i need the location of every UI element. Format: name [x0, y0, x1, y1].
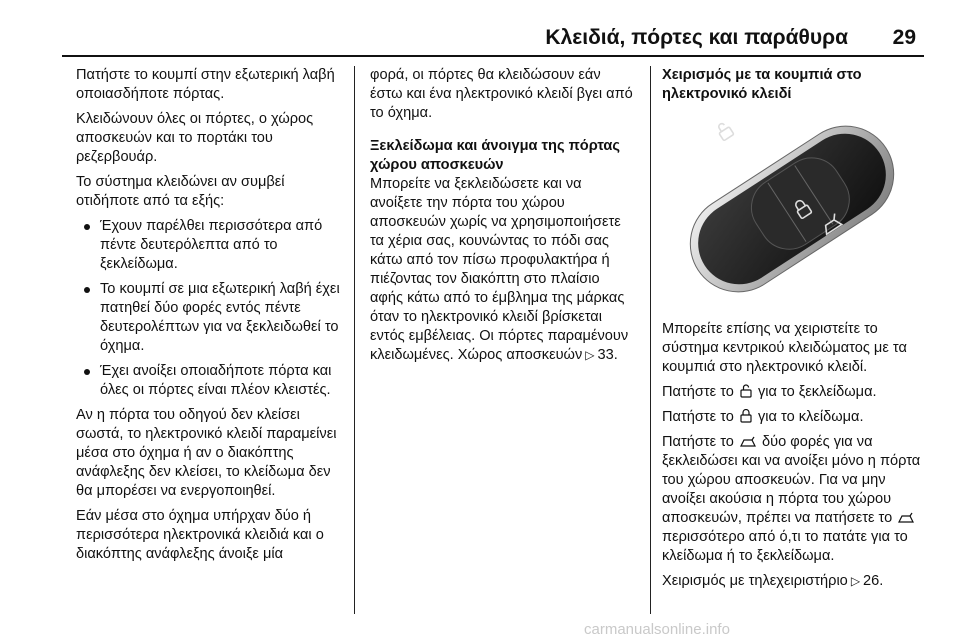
page-number: 29: [892, 26, 916, 49]
lock-icon: [740, 409, 752, 423]
paragraph: Μπορείτε να ξεκλειδώσετε και να ανοίξετε την πόρτα του χώρου αποσκευών χωρίς να χρησιμοποιήσετε τα χέρια σας, κουνώντας το πόδι σας κάτω από τον πίσω προφυλακτήρα ή πιέζοντας τον διακόπτη στο πλαίσιο αφής κάτω από το έμβλημα της μάρκας όταν το ηλεκτρονικό κλειδί βρίσκεται εντός εμβέλειας. Οι πόρτες παραμένουν κλειδωμένες. Χώρος αποσκευών ▷ 33.: [370, 176, 629, 363]
paragraph: Πατήστε το για το ξεκλείδωμα.: [662, 384, 877, 400]
electronic-key-image: [662, 106, 922, 312]
paragraph: Πατήστε το κουμπί στην εξωτερική λαβή οποιασδήποτε πόρτας.: [76, 67, 335, 102]
paragraph: Εάν μέσα στο όχημα υπήρχαν δύο ή περισσότερα ηλεκτρονικά κλειδιά και ο διακόπτης ανάφλεξης άνοιξε μία: [76, 508, 324, 562]
trunk-icon: [740, 436, 756, 448]
page-header: [0, 0, 960, 55]
paragraph: φορά, οι πόρτες θα κλειδώσουν εάν έστω και ένα ηλεκτρονικό κλειδί βγει από το όχημα.: [370, 67, 633, 121]
unlock-icon: [740, 384, 752, 398]
section-heading: Ξεκλείδωμα και άνοιγμα της πόρτας χώρου αποσκευών: [370, 138, 620, 173]
page-title: Κλειδιά, πόρτες και παράθυρα: [545, 26, 848, 49]
page-reference[interactable]: 33.: [597, 347, 618, 363]
unlock-icon: [715, 121, 734, 141]
bullet-icon: [84, 287, 90, 293]
header-divider: [62, 55, 924, 57]
arrow-ref-icon: ▷: [585, 348, 595, 362]
watermark: carmanualsonline.info: [584, 621, 730, 638]
column-divider-2: [650, 66, 651, 614]
bullet-icon: [84, 224, 90, 230]
paragraph: Αν η πόρτα του οδηγού δεν κλείσει σωστά, το ηλεκτρονικό κλειδί παραμείνει μέσα στο όχημα ή αν ο διακόπτης ανάφλεξης δεν κλείσει, το κλείδωμα δεν θα μπορέσει να ενεργοποιηθεί.: [76, 407, 337, 499]
trunk-icon: [898, 512, 914, 524]
column-2: [370, 66, 634, 371]
arrow-ref-icon: ▷: [850, 574, 861, 588]
list-item: Έχει ανοίξει οποιαδήποτε πόρτα και όλες οι πόρτες είναι πλέον κλειστές.: [76, 362, 351, 400]
section-heading: Χειρισμός με τα κουμπιά στο ηλεκτρονικό κλειδί: [662, 67, 862, 102]
bullet-list: [76, 217, 351, 400]
column-3: [662, 66, 930, 597]
paragraph: Το σύστημα κλειδώνει αν συμβεί οτιδήποτε από τα εξής:: [76, 174, 285, 209]
list-item: Έχουν παρέλθει περισσότερα από πέντε δευτερόλεπτα από το ξεκλείδωμα.: [76, 217, 351, 274]
paragraph: Μπορείτε επίσης να χειριστείτε το σύστημα κεντρικού κλειδώματος με τα κουμπιά στο ηλεκτρονικό κλειδί.: [662, 321, 907, 375]
bullet-icon: [84, 369, 90, 375]
list-item: Το κουμπί σε μια εξωτερική λαβή έχει πατηθεί δύο φορές εντός πέντε δευτερολέπτων για να ξεκλειδωθεί το όχημα.: [76, 280, 351, 356]
paragraph: Πατήστε το για το κλείδωμα.: [662, 409, 864, 425]
paragraph: Πατήστε το δύο φορές για να ξεκλειδώσει και να ανοίξει μόνο η πόρτα του χώρου αποσκευών. Για να μην ανοίξει ακούσια η πόρτα του χώρου αποσκευών, πρέπει να πατήσετε το περισσότερο από ό,τι το πατάτε για το κλείδωμα ή το ξεκλείδωμα.: [662, 434, 921, 564]
column-1: [76, 66, 351, 570]
page-reference[interactable]: 26.: [863, 573, 884, 589]
paragraph: Κλειδώνουν όλες οι πόρτες, ο χώρος αποσκευών και το πορτάκι του ρεζερβουάρ.: [76, 111, 314, 165]
key-fob-illustration: [662, 106, 922, 312]
paragraph: Χειρισμός με τηλεχειριστήριο ▷ 26.: [662, 573, 884, 589]
column-divider-1: [354, 66, 355, 614]
